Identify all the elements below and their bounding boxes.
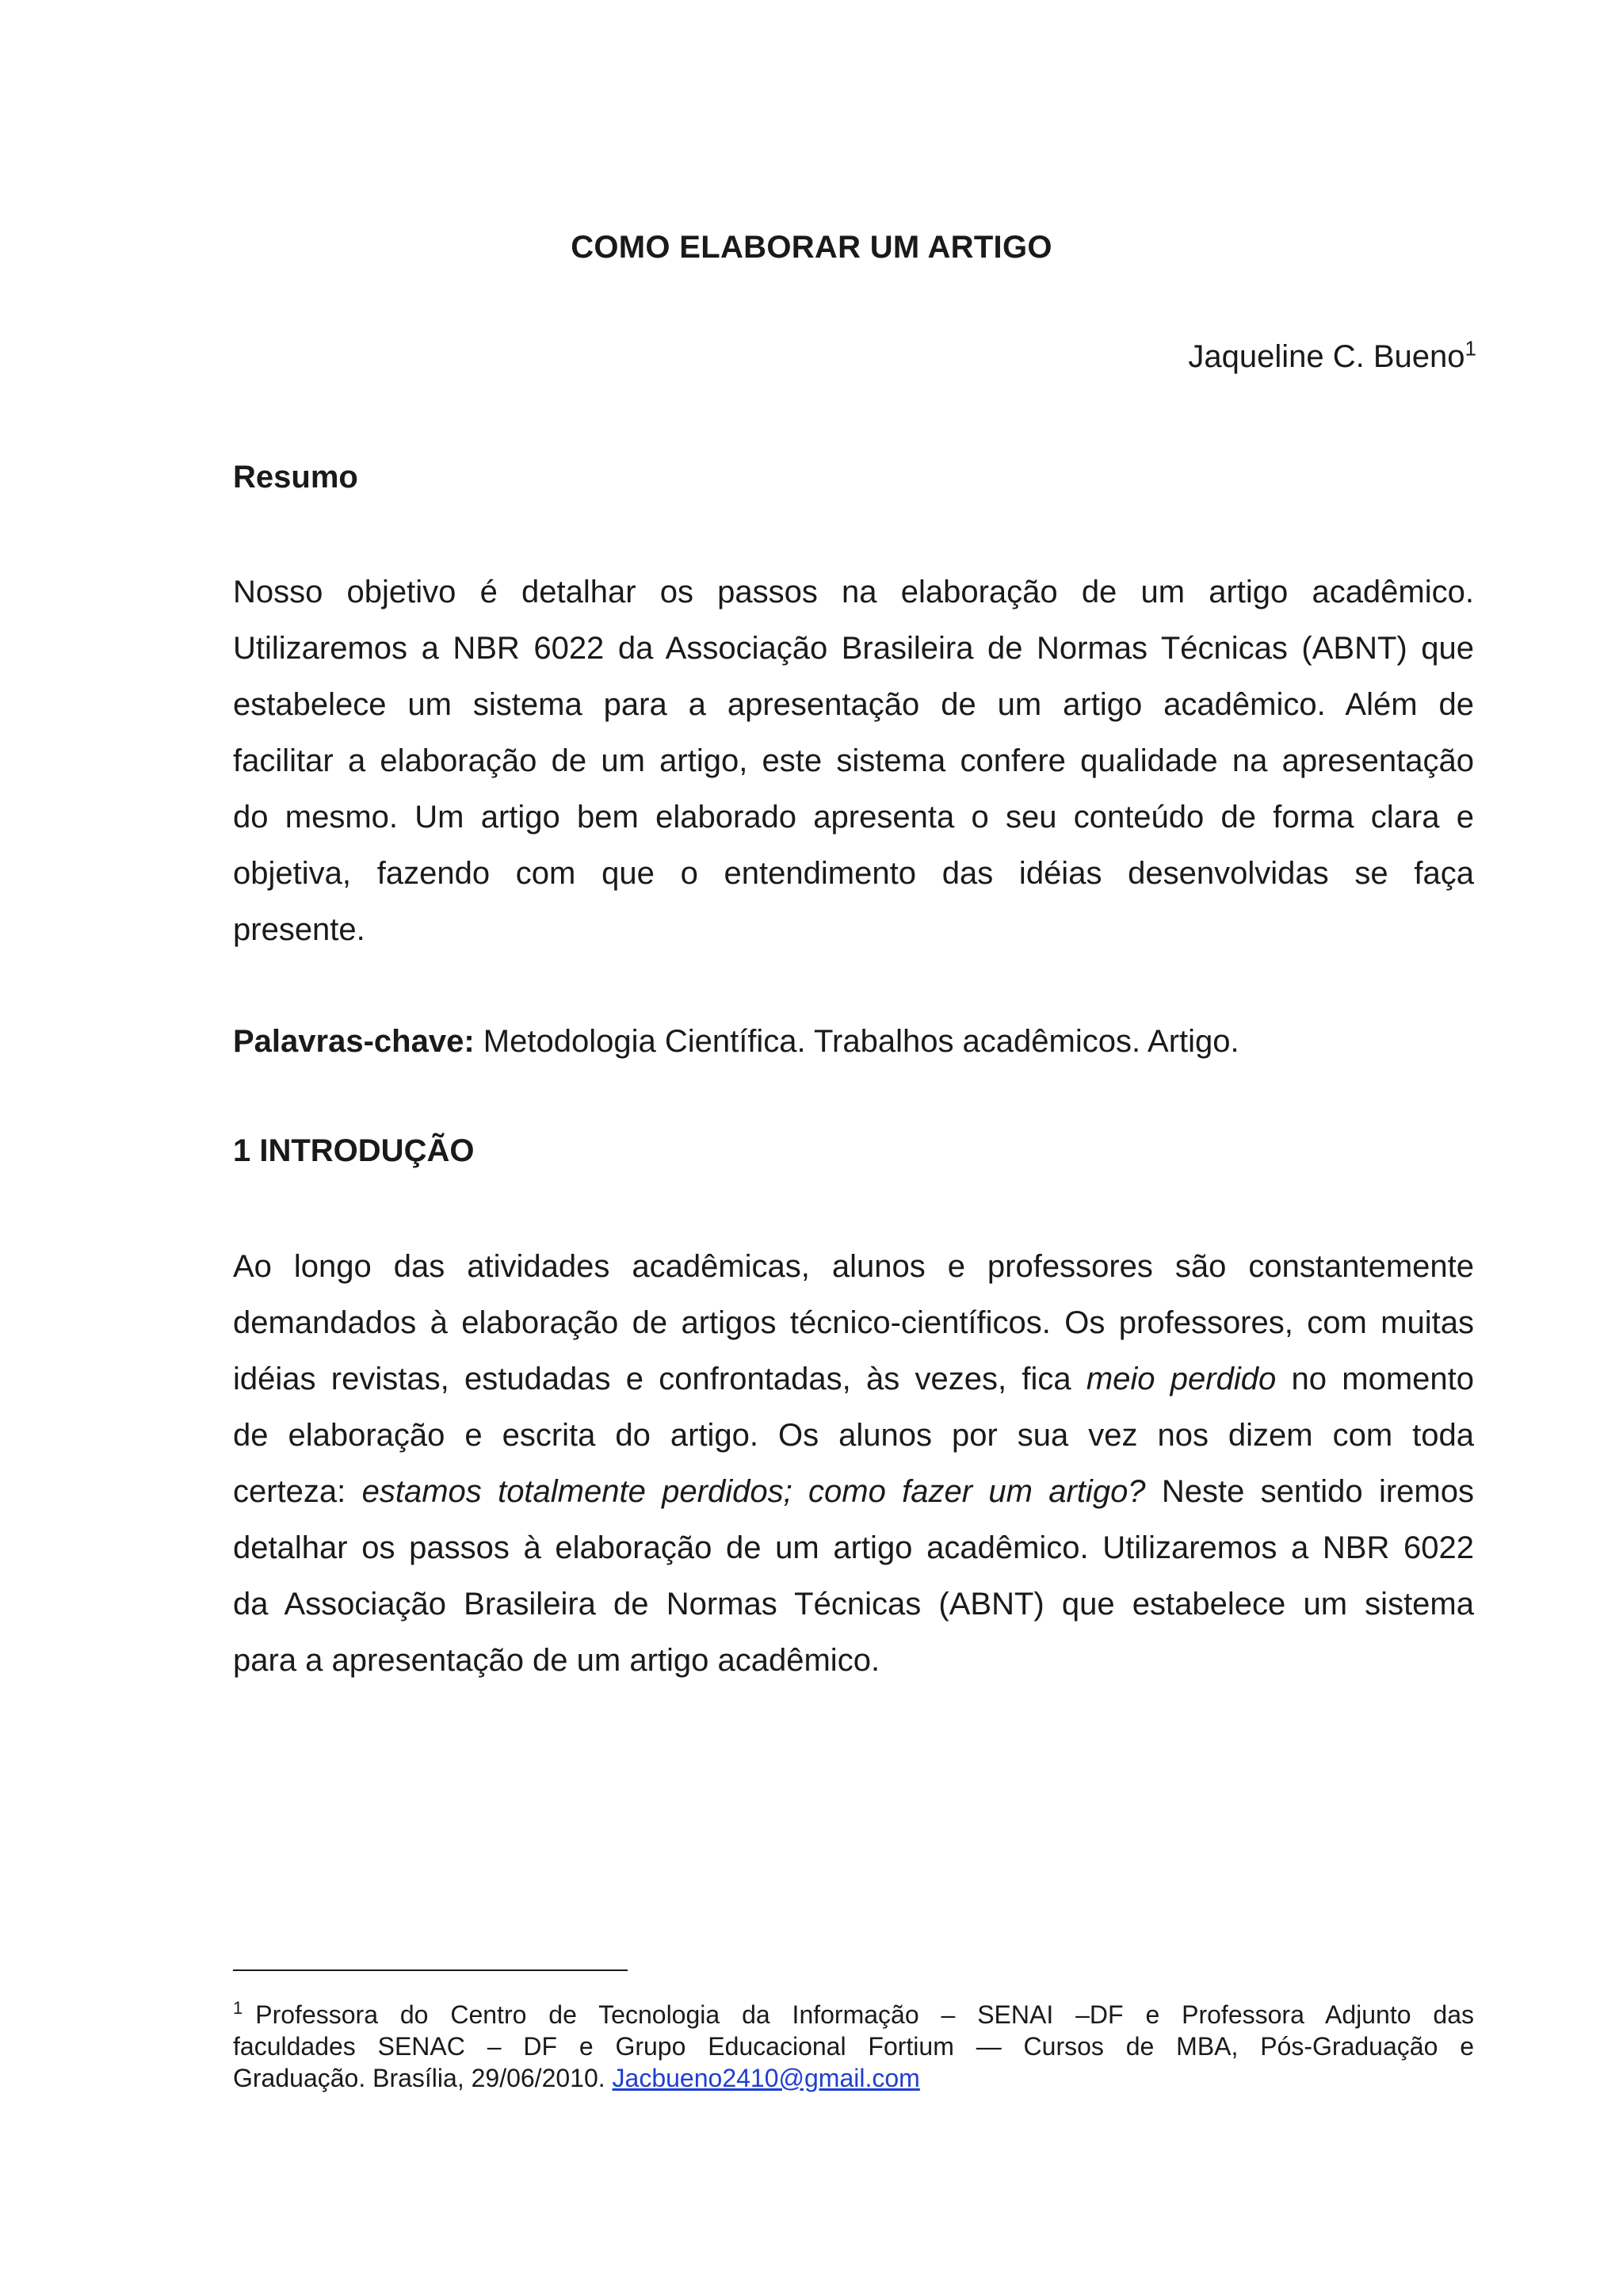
intro-line: de elaboração e escrita do artigo. Os alunos por sua vez nos dizem com toda: [233, 1418, 1474, 1453]
intro-line: detalhar os passos à elaboração de um artigo acadêmico. Utilizaremos a NBR 6022: [233, 1530, 1474, 1565]
abstract-heading: Resumo: [233, 460, 358, 495]
keywords-text: Metodologia Científica. Trabalhos acadêmicos. Artigo.: [474, 1024, 1239, 1059]
author-text: Jaqueline C. Bueno: [1188, 339, 1465, 374]
intro-text: idéias revistas, estudadas e confrontadas, às vezes, fica: [233, 1362, 1086, 1396]
footnote-line: [233, 1999, 1474, 2030]
intro-line: [233, 1464, 1474, 1520]
author-name: [1188, 336, 1476, 375]
footnote-email-link[interactable]: Jacbueno2410@gmail.com: [612, 2064, 920, 2092]
author-footnote-mark[interactable]: 1: [1465, 336, 1476, 361]
intro-text: no momento: [1276, 1362, 1474, 1396]
footnote-line: faculdades SENAC – DF e Grupo Educacional Fortium — Cursos de MBA, Pós-Graduação e: [233, 2032, 1474, 2061]
intro-paragraph: [233, 1239, 1474, 1689]
abstract-line: Nosso objetivo é detalhar os passos na elaboração de um artigo acadêmico.: [233, 575, 1474, 609]
intro-italic-text: meio perdido: [1086, 1362, 1277, 1396]
intro-italic-text: estamos totalmente perdidos; como fazer um artigo?: [361, 1474, 1146, 1509]
document-title: COMO ELABORAR UM ARTIGO: [571, 230, 1052, 265]
footnote-line: [233, 2062, 1474, 2094]
intro-line: [233, 1351, 1474, 1408]
keywords: [233, 1024, 1239, 1060]
intro-line: para a apresentação de um artigo acadêmico.: [233, 1643, 880, 1678]
intro-line: demandados à elaboração de artigos técnico-científicos. Os professores, com muitas: [233, 1305, 1474, 1340]
intro-line: Ao longo das atividades acadêmicas, alunos e professores são constantemente: [233, 1249, 1474, 1284]
footnote-text: Professora do Centro de Tecnologia da Informação – SENAI –DF e Professora Adjunto das: [255, 2000, 1474, 2029]
footnote-separator: [233, 1969, 628, 1971]
footnote-text: Graduação. Brasília, 29/06/2010.: [233, 2064, 613, 2092]
intro-text: Neste sentido iremos: [1145, 1474, 1474, 1509]
intro-heading: 1 INTRODUÇÃO: [233, 1133, 475, 1168]
abstract-line: do mesmo. Um artigo bem elaborado apresenta o seu conteúdo de forma clara e: [233, 800, 1474, 835]
intro-line: da Associação Brasileira de Normas Técnicas (ABNT) que estabelece um sistema: [233, 1587, 1474, 1622]
footnote-mark: 1: [233, 1998, 243, 2019]
abstract-line: presente.: [233, 912, 365, 947]
abstract-line: estabelece um sistema para a apresentação de um artigo acadêmico. Além de: [233, 687, 1474, 722]
abstract-paragraph: [233, 564, 1474, 958]
abstract-line: facilitar a elaboração de um artigo, este sistema confere qualidade na apresentação: [233, 743, 1474, 778]
footnote: [233, 1999, 1474, 2094]
keywords-label: Palavras-chave:: [233, 1024, 475, 1059]
intro-text: certeza:: [233, 1474, 362, 1509]
abstract-line: objetiva, fazendo com que o entendimento das idéias desenvolvidas se faça: [233, 856, 1474, 891]
abstract-line: Utilizaremos a NBR 6022 da Associação Brasileira de Normas Técnicas (ABNT) que: [233, 631, 1474, 666]
